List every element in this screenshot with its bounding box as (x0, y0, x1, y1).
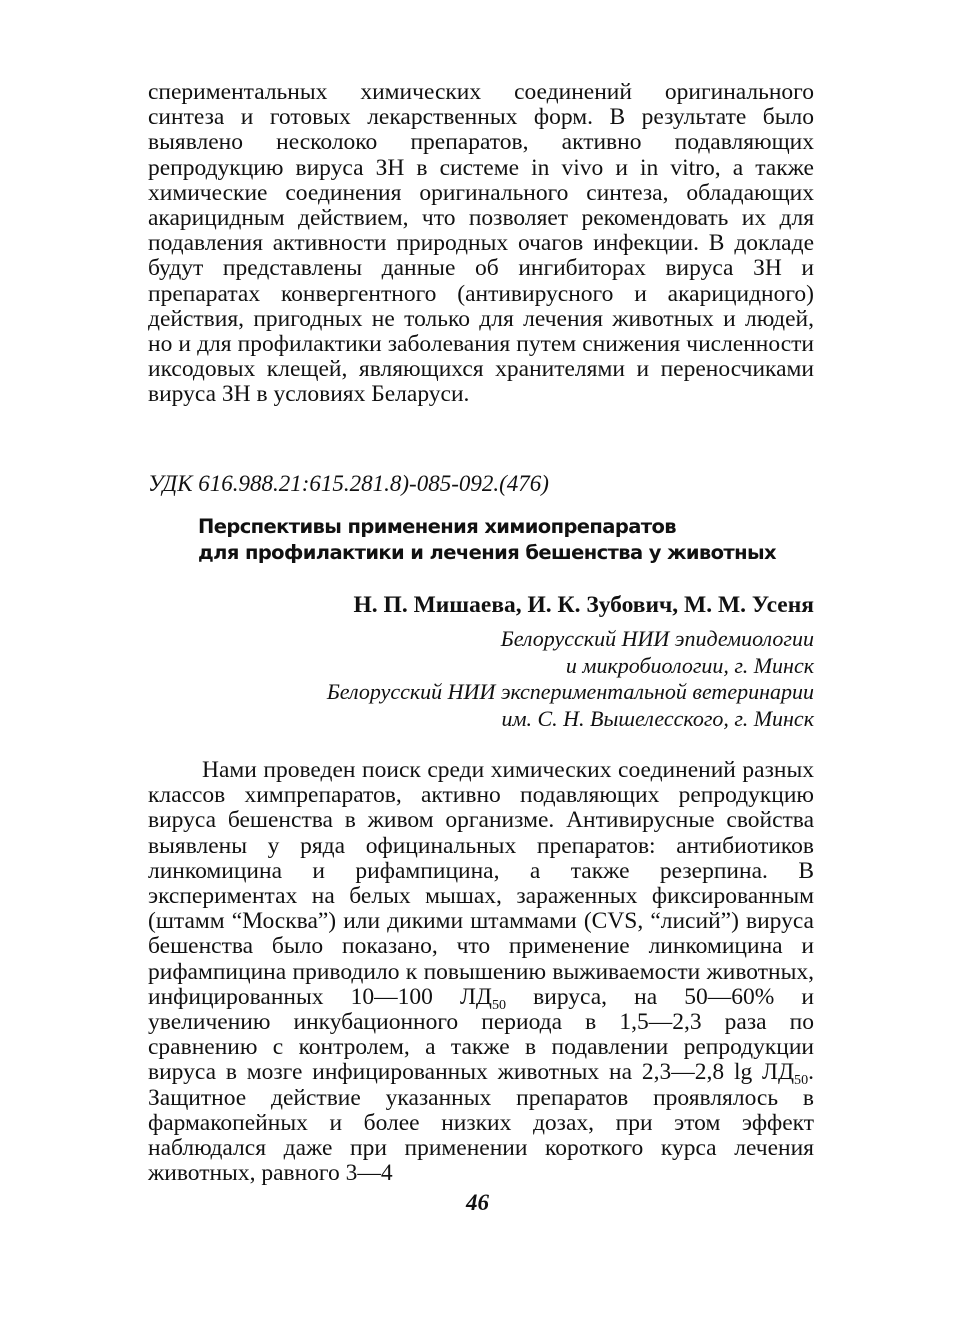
affiliation-line: им. С. Н. Вышелесского, г. Минск (501, 705, 814, 731)
affiliation-line: и микробиологии, г. Минск (565, 652, 814, 678)
abstract-text-part: вируса, на 50—60% и увеличению инкубационного периода в 1,5—2,3 раза по сравнению с контролем, а также в подавлении репродукции вируса в мозге инфицированных животных на 2,3—2,8 lg ЛД (148, 983, 815, 1086)
affiliation-line: Белорусский НИИ экспериментальной ветеринарии (326, 679, 814, 704)
udk-code: УДК 616.988.21:615.281.8)-085-092.(476) (148, 471, 549, 496)
ld-subscript: 50 (794, 1072, 809, 1089)
byline (327, 590, 814, 732)
affiliation-line: Белорусский НИИ эпидемиологии (500, 626, 814, 651)
article-title (198, 514, 818, 566)
article-title-line-1: Перспективы применения химиопрепаратов (198, 515, 677, 538)
abstract-paragraph (148, 758, 814, 1186)
article-title-line-2: для профилактики и лечения бешенства у животных (198, 541, 777, 564)
page-number: 46 (466, 1190, 489, 1215)
ld-subscript: 50 (491, 996, 507, 1013)
intro-paragraph: спериментальных химических соединений оригинального синтеза и готовых лекарственных форм. В результате было выявлено несколоко препаратов, активно подавляющих репродукцию вируса ЗН в системе in vivo и in vitro, а также химические соединения оригинального синтеза, обладающих акарицидным действием, что позволяет рекомендовать их для подавления активности природных очагов инфекции. В докладе будут представлены данные об ингибиторах вируса ЗН и препаратах конвергентного (антивирусного и акарицидного) действия, пригодных не только для лечения животных и людей, но и для профилактики заболевания путем снижения численности иксодовых клещей, являющихся хранителями и переносчиками вируса ЗН в условиях Беларуси. (148, 79, 814, 408)
authors: Н. П. Мишаева, И. К. Зубович, М. М. Усеня (353, 592, 814, 618)
abstract-text-part: Нами проведен поиск среди химических соединений разных классов химпрепаратов, активно подавляющих репродукцию вируса бешенства в живом организме. Антивирусные свойства выявлены у ряда официнальных препаратов: антибиотиков линкомицина и рифампицина, а также резерпина. В экспериментах на белых мышах, зараженных фиксированным (штамм “Москва”) или дикими штаммами (CVS, “лисий”) вируса бешенства было показано, что применение линкомицина и рифампицина приводило к повышению выживаемости животных, инфицированных 10—100 ЛД (148, 757, 814, 1010)
abstract-text-part: . Защитное действие указанных препаратов проявлялось в фармакопейных и более низких дозах, при этом эффект наблюдался даже при применении короткого курса лечения животных, равного 3—4 (148, 1059, 814, 1187)
